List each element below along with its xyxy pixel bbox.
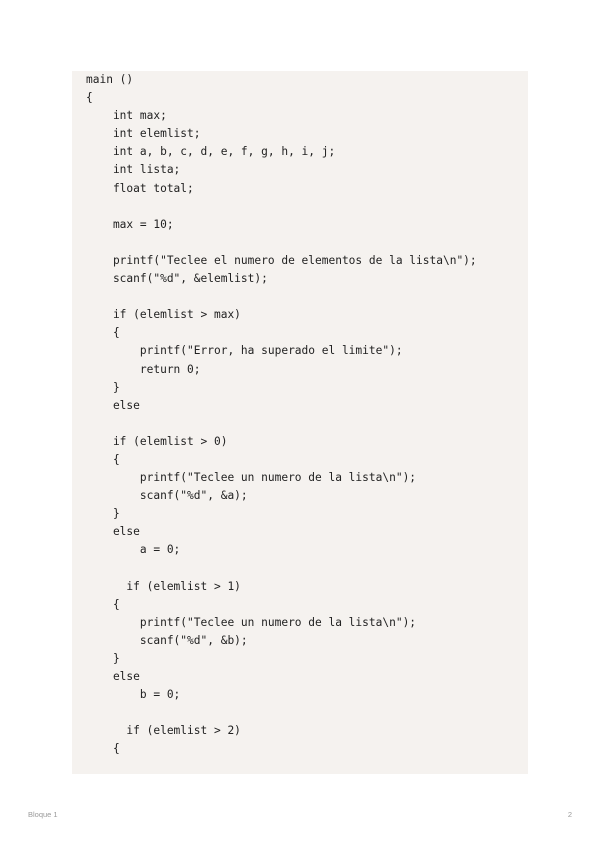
footer-section-label: Bloque 1 xyxy=(28,810,58,819)
code-line: scanf("%d", &elemlist); xyxy=(86,272,268,286)
code-line: scanf("%d", &b); xyxy=(86,633,248,647)
code-line: { xyxy=(86,597,120,611)
code-line: int a, b, c, d, e, f, g, h, i, j; xyxy=(86,145,336,159)
code-line: { xyxy=(86,91,93,105)
code-line: printf("Teclee un numero de la lista\n"); xyxy=(86,615,417,629)
code-line: return 0; xyxy=(86,362,201,376)
code-line: else xyxy=(86,398,140,412)
code-block xyxy=(72,71,528,774)
code-line: else xyxy=(86,525,140,539)
code-lines xyxy=(86,71,477,759)
code-line: a = 0; xyxy=(86,543,181,557)
code-line xyxy=(86,704,477,722)
code-line: if (elemlist > 0) xyxy=(86,434,228,448)
code-line: float total; xyxy=(86,181,194,195)
code-line: } xyxy=(86,380,120,394)
code-line: max = 10; xyxy=(86,217,174,231)
code-line: { xyxy=(86,742,120,756)
page-number: 2 xyxy=(567,810,572,819)
code-line: main () xyxy=(86,73,134,86)
code-line: { xyxy=(86,452,120,466)
code-line: if (elemlist > 2) xyxy=(86,724,241,738)
code-line xyxy=(86,288,477,306)
code-line: int elemlist; xyxy=(86,127,201,141)
code-line: if (elemlist > 1) xyxy=(86,579,241,593)
code-line: if (elemlist > max) xyxy=(86,308,241,322)
code-line: else xyxy=(86,670,140,684)
code-line: { xyxy=(86,326,120,340)
code-line xyxy=(86,560,477,578)
code-line xyxy=(86,198,477,216)
code-line xyxy=(86,415,477,433)
code-line: printf("Teclee un numero de la lista\n"); xyxy=(86,471,417,485)
code-line: int lista; xyxy=(86,163,181,177)
code-line: b = 0; xyxy=(86,688,181,702)
code-line: } xyxy=(86,652,120,665)
code-line: scanf("%d", &a); xyxy=(86,489,248,503)
code-line: int max; xyxy=(86,109,167,123)
code-line: printf("Teclee el numero de elementos de la lista\n"); xyxy=(86,253,477,267)
code-line: printf("Error, ha superado el limite"); xyxy=(86,344,403,358)
code-line xyxy=(86,234,477,252)
code-line: } xyxy=(86,507,120,521)
